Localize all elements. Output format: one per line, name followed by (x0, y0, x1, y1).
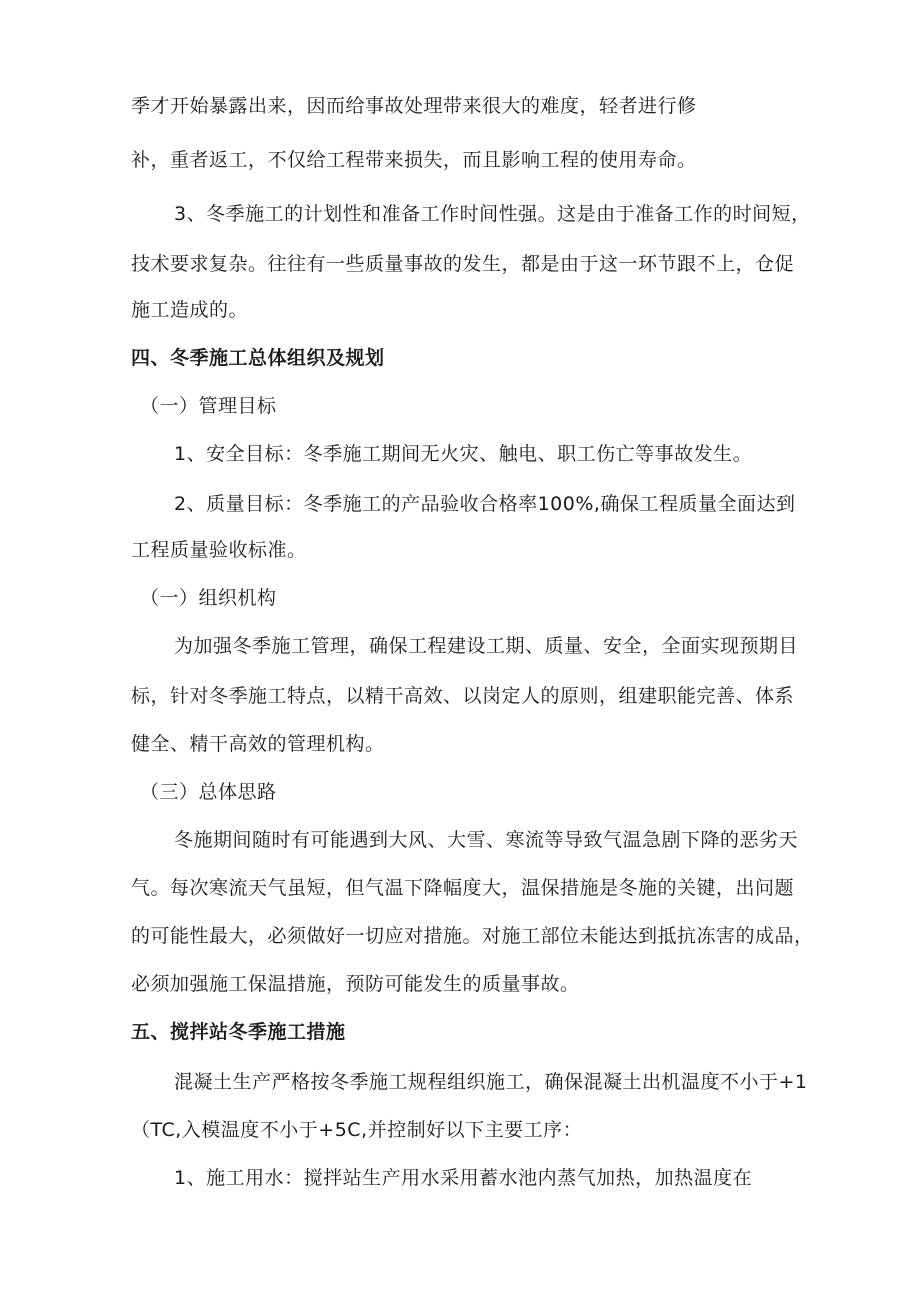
paragraph-line: 必须加强施工保温措施，预防可能发生的质量事故。 (131, 973, 580, 995)
paragraph-line: 1、安全目标：冬季施工期间无火灾、触电、职工伤亡等事故发生。 (174, 443, 753, 465)
paragraph-line: 工程质量验收标准。 (131, 539, 307, 561)
section-heading: 五、搅拌站冬季施工措施 (131, 1021, 346, 1043)
paragraph-line: 施工造成的。 (131, 299, 249, 321)
section-heading: 四、冬季施工总体组织及规划 (131, 347, 385, 369)
subsection-heading: （一）管理目标 (140, 395, 277, 417)
paragraph-line: 2、质量目标：冬季施工的产品验收合格率100%,确保工程质量全面达到 (174, 493, 796, 515)
paragraph-line: 健全、精干高效的管理机构。 (131, 733, 385, 755)
paragraph-line: 混凝土生产严格按冬季施工规程组织施工，确保混凝土出机温度不小于+1 (174, 1071, 808, 1093)
paragraph-line: 标，针对冬季施工特点，以精干高效、以岗定人的原则，组建职能完善、体系 (131, 685, 795, 707)
paragraph-line: 补，重者返工，不仅给工程带来损失，而且影响工程的使用寿命。 (131, 149, 697, 171)
subsection-heading: （一）组织机构 (140, 587, 277, 609)
paragraph-line: 气。每次寒流天气虽短，但气温下降幅度大，温保措施是冬施的关键，出问题 (131, 877, 795, 899)
paragraph-line: 冬施期间随时有可能遇到大风、大雪、寒流等导致气温急剧下降的恶劣天 (174, 829, 799, 851)
paragraph-line: （TC,入模温度不小于+5C,并控制好以下主要工序： (131, 1119, 583, 1141)
subsection-heading: （三）总体思路 (140, 781, 277, 803)
paragraph-line: 技术要求复杂。往往有一些质量事故的发生，都是由于这一环节跟不上，仓促 (131, 253, 795, 275)
paragraph-line: 的可能性最大，必须做好一切应对措施。对施工部位未能达到抵抗冻害的成品， (131, 925, 814, 947)
paragraph-line: 3、冬季施工的计划性和准备工作时间性强。这是由于准备工作的时间短， (174, 203, 811, 225)
paragraph-line: 1、施工用水：搅拌站生产用水采用蓄水池内蒸气加热，加热温度在 (174, 1167, 753, 1189)
paragraph-line: 季才开始暴露出来，因而给事故处理带来很大的难度，轻者进行修 (131, 95, 697, 117)
paragraph-line: 为加强冬季施工管理，确保工程建设工期、质量、安全，全面实现预期目 (174, 635, 799, 657)
